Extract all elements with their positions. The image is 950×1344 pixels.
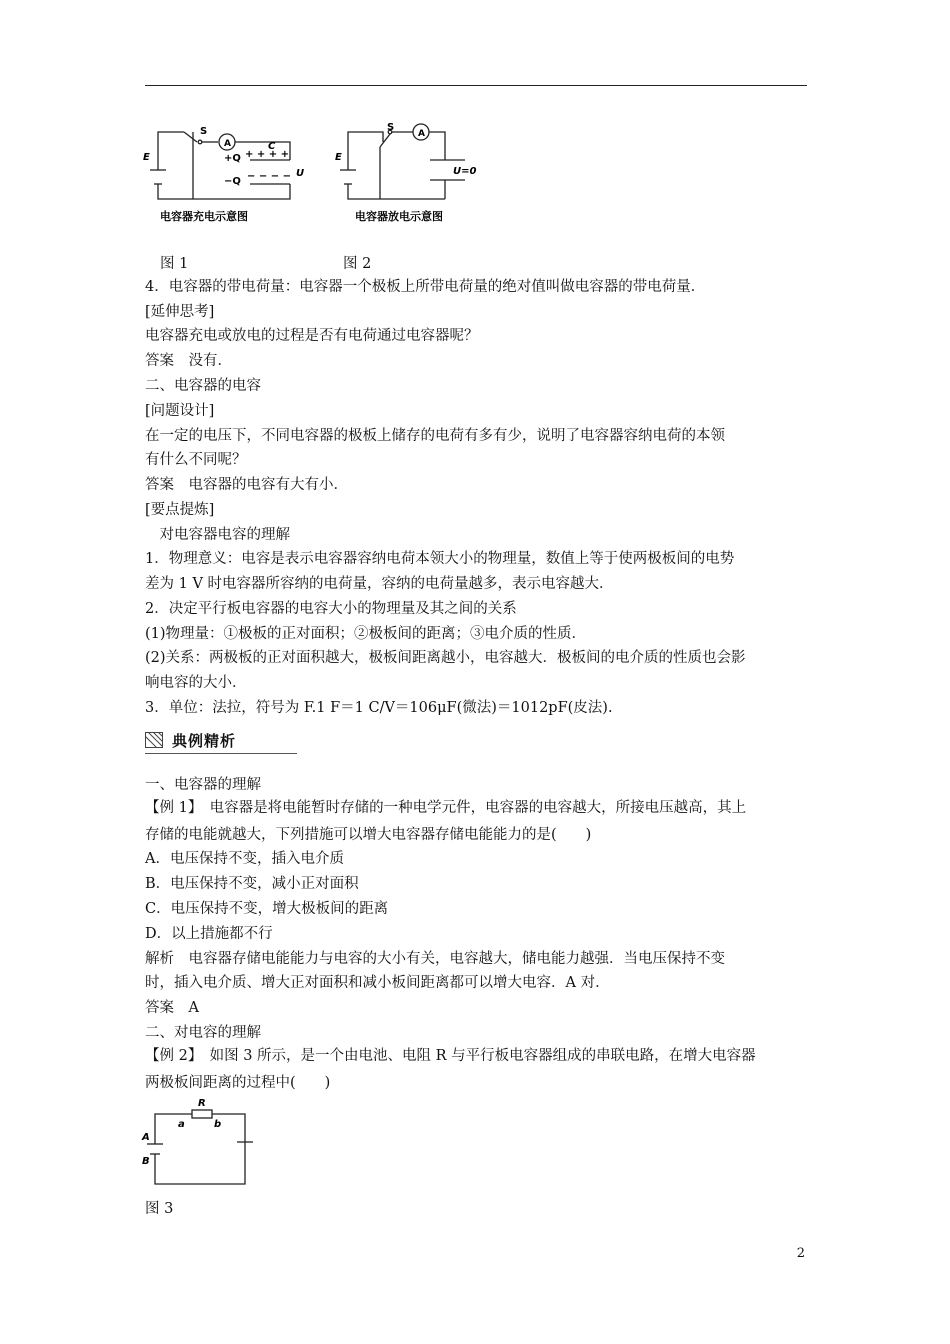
figure-3-rc-circuit <box>140 1096 270 1191</box>
page-number: 2 <box>796 1246 805 1261</box>
fig1-plus-q-label: +Q <box>224 153 241 164</box>
answer-1: 答案 A <box>145 1000 199 1016</box>
option-a: A．电压保持不变，插入电介质 <box>145 851 344 867</box>
figure-2-label: 图 2 <box>343 256 372 272</box>
section-header-label: 典例精析 <box>172 732 237 750</box>
option-d: D．以上措施都不行 <box>145 926 273 942</box>
fig1-c-label: C <box>268 141 276 152</box>
section-header-underline <box>145 753 297 754</box>
fig1-plus-signs: + + + + <box>245 149 289 160</box>
fig1-minus-q-label: −Q <box>224 176 241 187</box>
figure-1-label: 图 1 <box>160 256 189 272</box>
fig3-b-lower-label: b <box>214 1119 222 1130</box>
key-points-title: [要点提炼] <box>145 502 215 518</box>
analysis-line-2: 时，插入电介质、增大正对面积和减小板间距离都可以增大电容．A 对． <box>145 975 610 991</box>
design-question-line-1: 在一定的电压下，不同电容器的极板上储存的电荷有多有少，说明了电容器容纳电荷的本领 <box>145 428 725 444</box>
figure-1-charging-diagram <box>140 122 320 232</box>
design-answer: 答案 电容器的电容有大有小． <box>145 477 348 493</box>
fig1-ammeter-label: A <box>224 139 231 149</box>
option-b: B．电压保持不变，减小正对面积 <box>145 876 359 892</box>
fig1-caption: 电容器充电示意图 <box>160 210 248 223</box>
point-2-2-line-2: 响电容的大小． <box>145 675 247 691</box>
fig3-r-label: R <box>198 1098 206 1109</box>
point-2: 2．决定平行板电容器的电容大小的物理量及其之间的关系 <box>145 601 517 617</box>
fig1-e-label: E <box>143 152 150 163</box>
extend-question: 电容器充电或放电的过程是否有电荷通过电容器呢？ <box>145 328 479 344</box>
fig2-u-label: U=0 <box>453 166 477 177</box>
section-2-title: 二、电容器的电容 <box>145 378 261 394</box>
problem-design-title: [问题设计] <box>145 403 215 419</box>
example-section-1-title: 一、电容器的理解 <box>145 777 261 793</box>
fig1-s-label: S <box>200 126 208 137</box>
extend-thinking-title: [延伸思考] <box>145 304 215 320</box>
example-1-line-1: 【例 1】 电容器是将电能暂时存储的一种电学元件，电容器的电容越大，所接电压越高，其上 <box>145 800 747 816</box>
fig1-u-label: U <box>296 168 305 179</box>
fig3-a-lower-label: a <box>178 1119 185 1130</box>
example-section-2-title: 二、对电容的理解 <box>145 1025 261 1041</box>
extend-answer: 答案 没有． <box>145 353 232 369</box>
fig2-caption: 电容器放电示意图 <box>355 210 443 223</box>
item-4-charge: 4．电容器的带电荷量：电容器一个极板上所带电荷量的绝对值叫做电容器的带电荷量． <box>145 279 706 295</box>
example-2-line-1: 【例 2】 如图 3 所示，是一个由电池、电阻 R 与平行板电容器组成的串联电路，在增大电容器 <box>145 1048 756 1064</box>
fig2-s-label: S <box>387 122 395 133</box>
point-2-2-line-1: (2)关系：两极板的正对面积越大，极板间距离越小，电容越大．极板间的电介质的性质也会影 <box>145 650 746 666</box>
fig1-minus-signs: − − − − <box>247 171 291 182</box>
option-c: C．电压保持不变，增大极板间的距离 <box>145 901 389 917</box>
header-rule <box>145 85 807 86</box>
fig3-b-upper-label: B <box>142 1156 150 1167</box>
analysis-line-1: 解析 电容器存储电能能力与电容的大小有关，电容越大，储电能力越强．当电压保持不变 <box>145 951 725 967</box>
example-1-line-2: 存储的电能就越大，下列措施可以增大电容器存储电能能力的是( ) <box>145 827 592 843</box>
key-points-subtitle: 对电容器电容的理解 <box>145 527 290 543</box>
fig2-ammeter-label: A <box>418 129 425 139</box>
fig3-a-upper-label: A <box>142 1132 150 1143</box>
section-header-examples <box>145 728 297 754</box>
hatched-square-icon <box>145 732 163 752</box>
design-question-line-2: 有什么不同呢？ <box>145 452 247 468</box>
point-1-line-1: 1．物理意义：电容是表示电容器容纳电荷本领大小的物理量，数值上等于使两极板间的电势 <box>145 551 735 567</box>
fig2-e-label: E <box>335 152 342 163</box>
point-1-line-2: 差为 1 V 时电容器所容纳的电荷量，容纳的电荷量越多，表示电容越大． <box>145 576 614 592</box>
point-2-1: (1)物理量：①极板的正对面积；②极板间的距离；③电介质的性质． <box>145 626 587 642</box>
figure-2-discharging-diagram <box>335 122 515 232</box>
example-2-line-2: 两极板间距离的过程中( ) <box>145 1075 331 1091</box>
point-3-units: 3．单位：法拉，符号为 F.1 F＝1 C/V＝106μF(微法)＝1012pF(皮法). <box>145 700 613 716</box>
figure-3-label: 图 3 <box>145 1201 174 1217</box>
